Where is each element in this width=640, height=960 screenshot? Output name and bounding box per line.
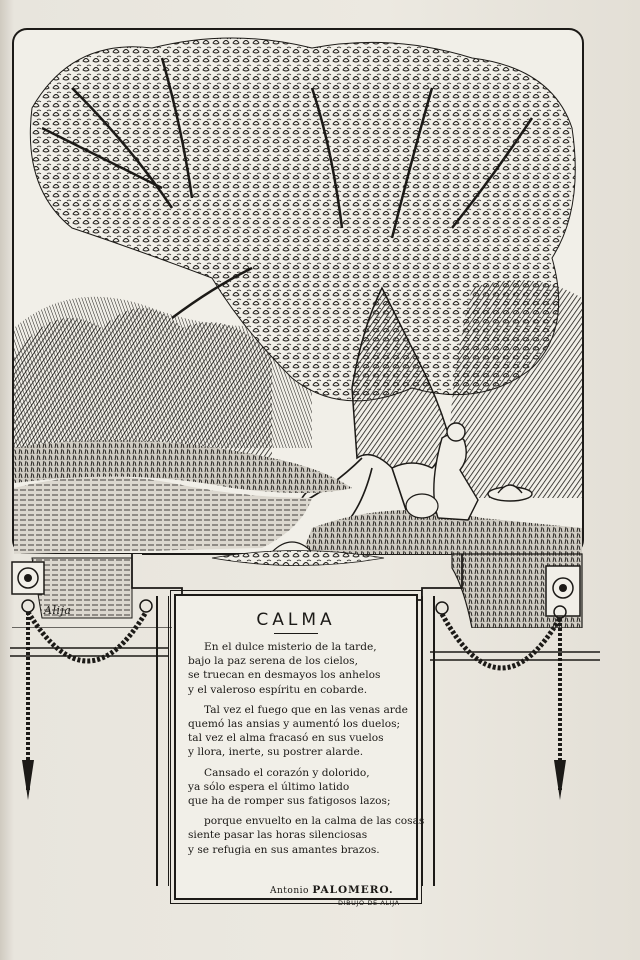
left-pillar: [156, 596, 169, 886]
author-last-name: PALOMERO.: [312, 884, 394, 896]
verse: tal vez el alma fracasó en sus vuelos: [188, 732, 384, 745]
poem-panel: [174, 594, 425, 900]
verse: ya sólo espera el último latido: [188, 780, 350, 793]
verse: Tal vez el fuego que en las venas arde: [204, 703, 408, 716]
poem-body: [188, 640, 425, 863]
illustration-credit: DIBUJO DE ALIJA: [338, 899, 400, 907]
verse: siente pasar las horas silenciosas: [188, 829, 368, 842]
verse: y llora, inerte, su postrer alarde.: [188, 746, 364, 759]
verse: Cansado el corazón y dolorido,: [204, 766, 370, 779]
stanza-4: [188, 814, 425, 857]
stanza-3: [188, 766, 410, 809]
verse: bajo la paz serena de los cielos,: [188, 655, 358, 668]
verse: y el valeroso espíritu en cobarde.: [188, 683, 368, 696]
illustrator-signature: Alija: [44, 604, 72, 617]
verse: que ha de romper sus fatigosos lazos;: [188, 795, 391, 808]
landscape-illustration: [12, 28, 584, 628]
verse: porque envuelto en la calma de las cosas: [204, 815, 425, 828]
left-garland-ornament: [8, 560, 168, 810]
stanza-2: [188, 703, 410, 760]
right-garland-ornament: [430, 560, 600, 810]
title-divider: [274, 633, 318, 634]
verse: En el dulce misterio de la tarde,: [204, 641, 377, 653]
verse: quemó las ansias y aumentó los duelos;: [188, 718, 401, 731]
right-pillar: [422, 596, 435, 886]
author-first-name: Antonio: [270, 886, 309, 896]
verse: se truecan en desmayos los anhelos: [188, 669, 381, 682]
stanza-1: [188, 640, 410, 697]
verse: y se refugia en sus amantes brazos.: [188, 843, 380, 856]
poem-title: CALMA: [256, 610, 336, 630]
poem-author: [270, 884, 394, 896]
